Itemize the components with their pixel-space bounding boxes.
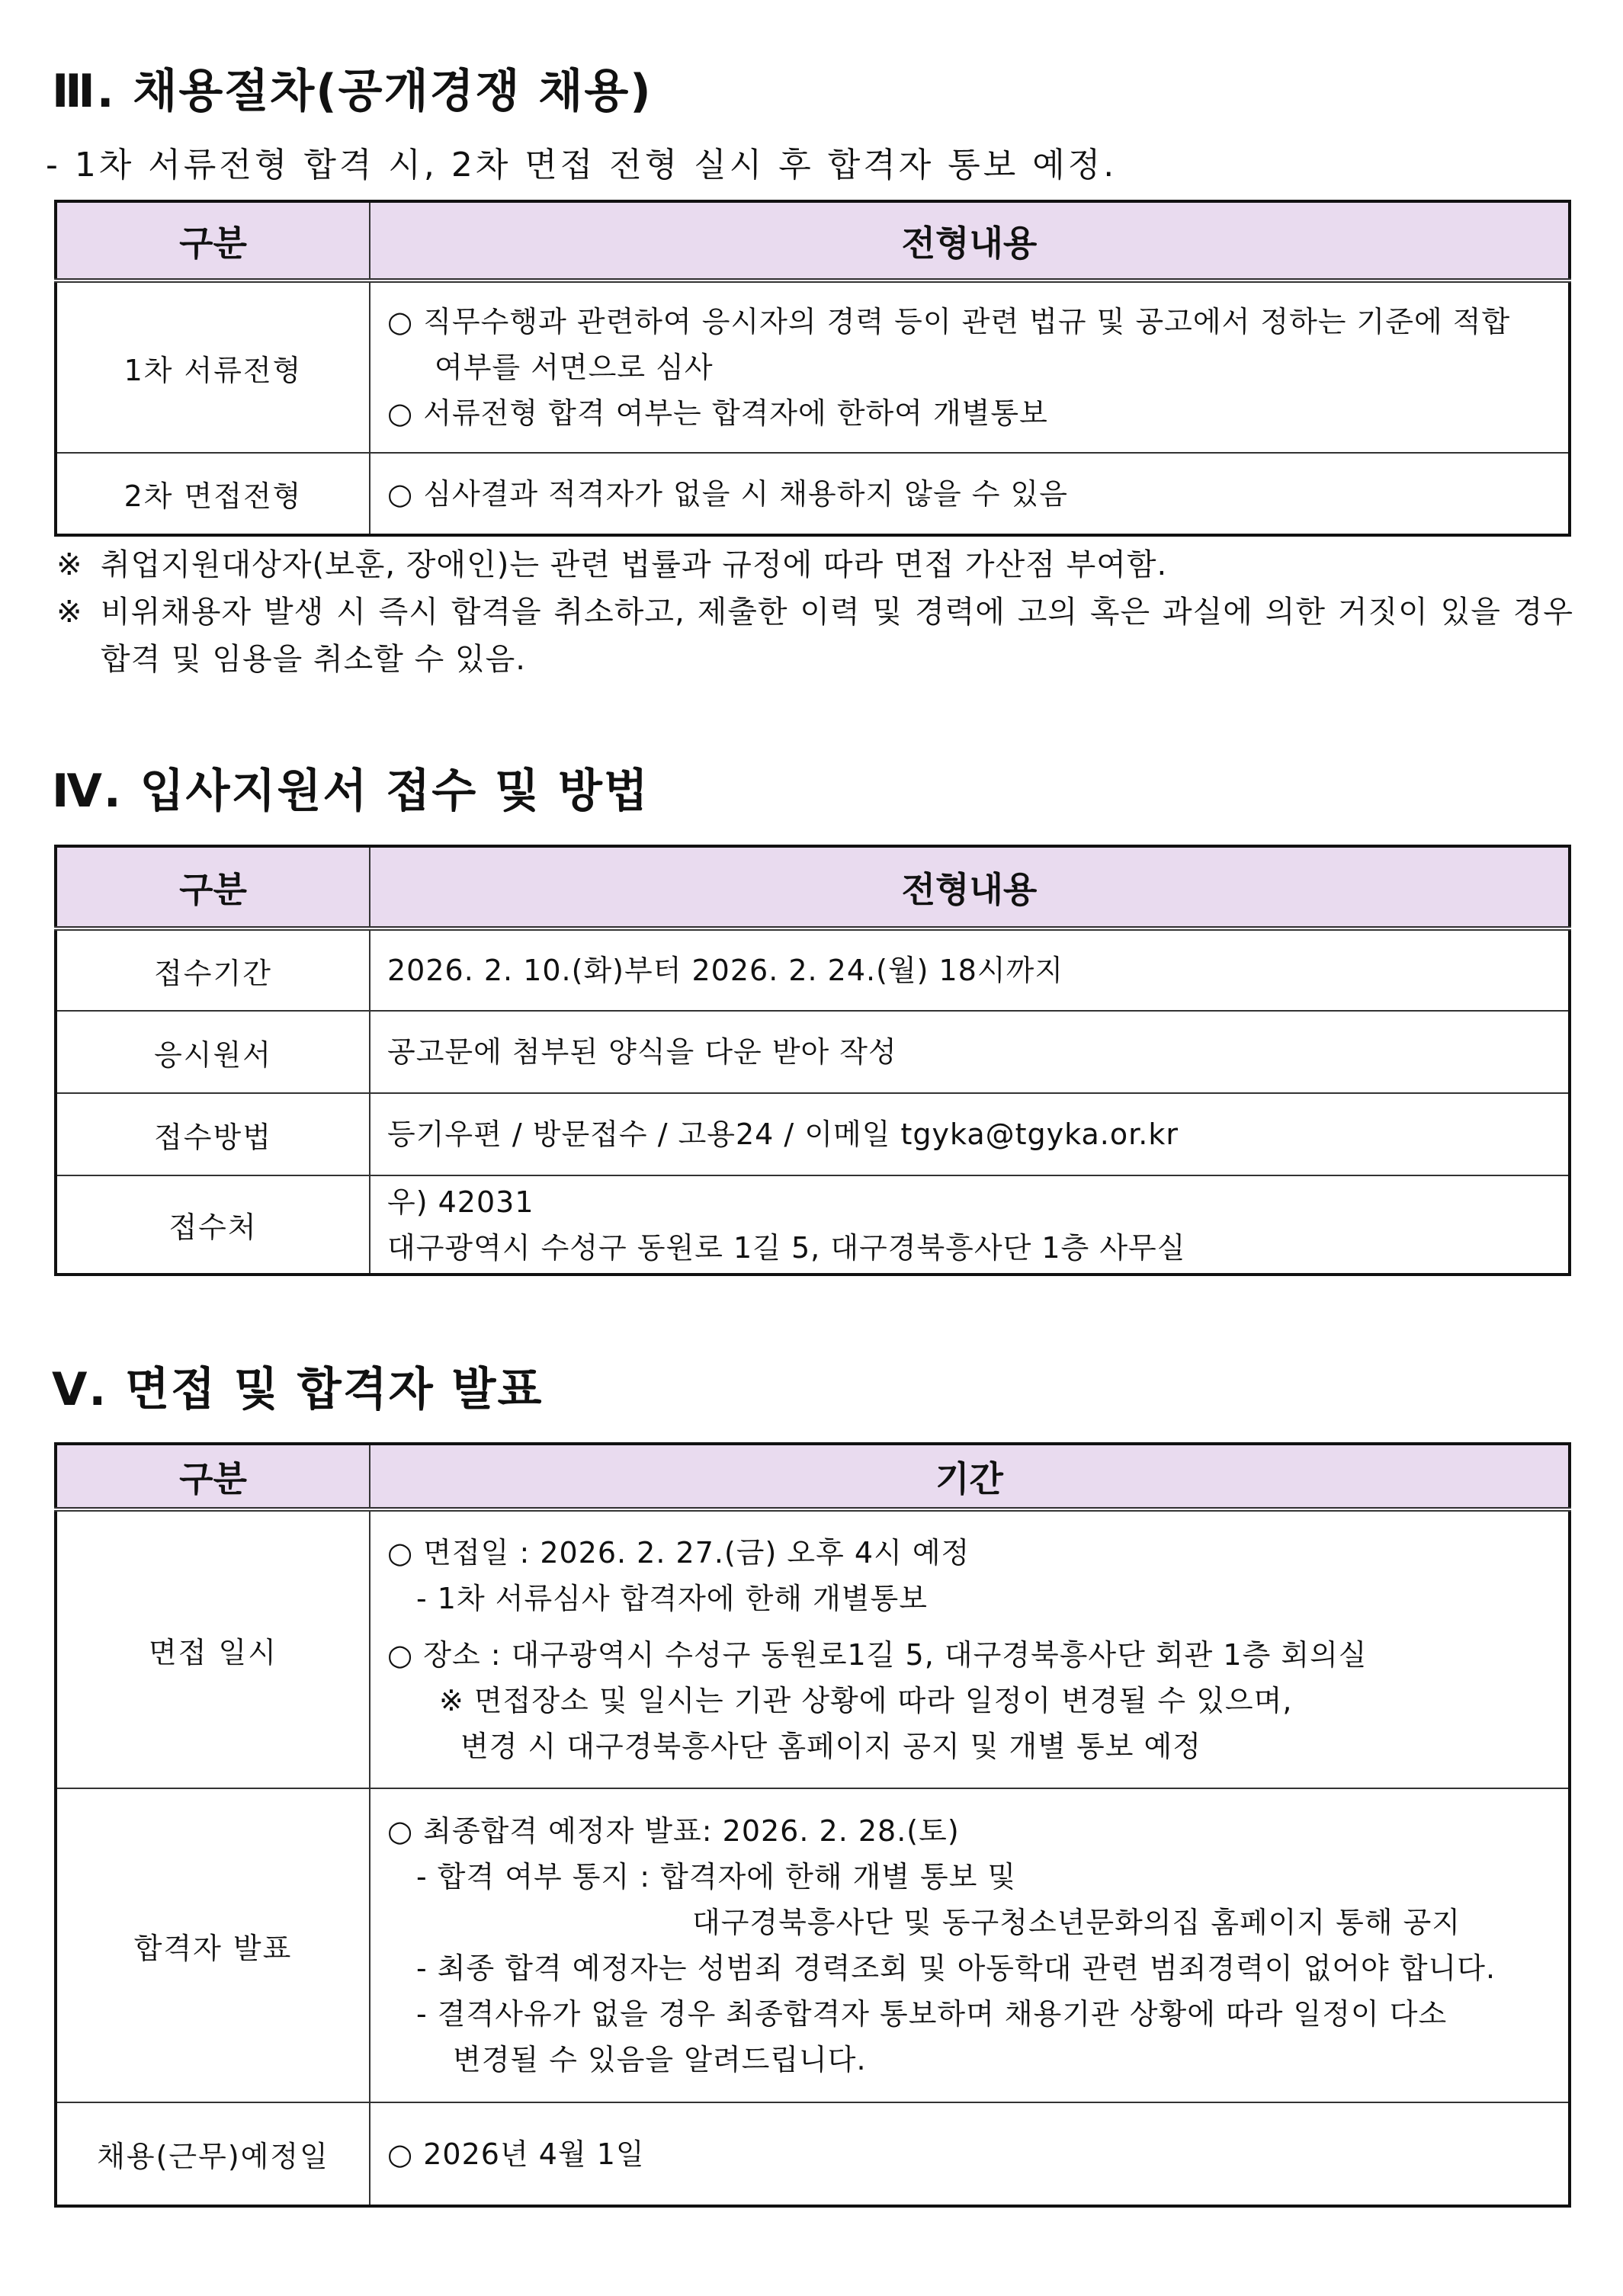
row-label: 접수기간 (56, 928, 370, 1011)
row-content: 공고문에 첨부된 양식을 다운 받아 작성 (370, 1011, 1570, 1093)
table-row (56, 1093, 1570, 1175)
section3-notes (56, 541, 1573, 683)
row-label: 합격자 발표 (56, 1788, 370, 2102)
row-label: 면접 일시 (56, 1509, 370, 1788)
row-content: 등기우편 / 방문접수 / 고용24 / 이메일 tgyka@tgyka.or.kr (370, 1093, 1570, 1175)
table-row (56, 1175, 1570, 1275)
note-item: ※ 취업지원대상자(보훈, 장애인)는 관련 법률과 규정에 따라 면접 가산점 부여함. (56, 547, 1168, 582)
section4-title: Ⅳ. 입사지원서 접수 및 방법 (52, 765, 650, 818)
row-content: ○ 직무수행과 관련하여 응시자의 경력 등이 관련 법규 및 공고에서 정하는 기준에 적합 여부를 서면으로 심사 ○ 서류전형 합격 여부는 합격자에 한하여 개별통보 (370, 281, 1570, 453)
table-row (56, 1011, 1570, 1093)
recruitment-procedure-table (54, 200, 1571, 537)
section3-intro: - 1차 서류전형 합격 시, 2차 면접 전형 실시 후 합격자 통보 예정. (46, 146, 1118, 184)
row-content: 우) 42031 대구광역시 수성구 동원로 1길 5, 대구경북흥사단 1층 사무실 (370, 1175, 1570, 1275)
note-item: ※ 비위채용자 발생 시 즉시 합격을 취소하고, 제출한 이력 및 경력에 고의 혹은 과실에 의한 거짓이 있을 경우 합격 및 임용을 취소할 수 있음. (56, 595, 1573, 677)
row-label: 접수방법 (56, 1093, 370, 1175)
row-label: 2차 면접전형 (56, 453, 370, 535)
application-table (54, 845, 1571, 1276)
table-row (56, 1788, 1570, 2102)
row-content: ○ 최종합격 예정자 발표: 2026. 2. 28.(토) - 합격 여부 통지 : 합격자에 한해 개별 통보 및 대구경북흥사단 및 동구청소년문화의집 홈페이지 통해 공지 - 최종 합격 예정자는 성범죄 경력조회 및 아동학대 관련 범죄경력이 없어야 합니다. - 결격사유가 없을 경우 최종합격자 통보하며 채용기관 상황에 따라 일정이 다소 변경될 수 있음을 알려드립니다. (370, 1788, 1570, 2102)
table-row (56, 281, 1570, 453)
table-row (56, 2102, 1570, 2206)
row-label: 채용(근무)예정일 (56, 2102, 370, 2206)
row-content: ○ 면접일 : 2026. 2. 27.(금) 오후 4시 예정 - 1차 서류심사 합격자에 한해 개별통보 ○ 장소 : 대구광역시 수성구 동원로1길 5, 대구경북흥사단 회관 1층 회의실 ※ 면접장소 및 일시는 기관 상황에 따라 일정이 변경될 수 있으며, 변경 시 대구경북흥사단 홈페이지 공지 및 개별 통보 예정 (370, 1509, 1570, 1788)
row-label: 1차 서류전형 (56, 281, 370, 453)
row-content: ○ 심사결과 적격자가 없을 시 채용하지 않을 수 있음 (370, 453, 1570, 535)
table-header-period: 기간 (370, 1444, 1570, 1509)
row-label: 접수처 (56, 1175, 370, 1275)
table-row (56, 453, 1570, 535)
section5-title: Ⅴ. 면접 및 합격자 발표 (52, 1363, 544, 1416)
row-content: 2026. 2. 10.(화)부터 2026. 2. 24.(월) 18시까지 (370, 928, 1570, 1011)
table-header-content: 전형내용 (370, 846, 1570, 928)
table-header-category: 구분 (56, 846, 370, 928)
table-header-category: 구분 (56, 201, 370, 281)
section3-title: Ⅲ. 채용절차(공개경쟁 채용) (52, 65, 653, 118)
table-header-category: 구분 (56, 1444, 370, 1509)
table-row (56, 1509, 1570, 1788)
table-row (56, 928, 1570, 1011)
row-content: ○ 2026년 4월 1일 (370, 2102, 1570, 2206)
row-label: 응시원서 (56, 1011, 370, 1093)
interview-announcement-table (54, 1442, 1571, 2208)
table-header-content: 전형내용 (370, 201, 1570, 281)
